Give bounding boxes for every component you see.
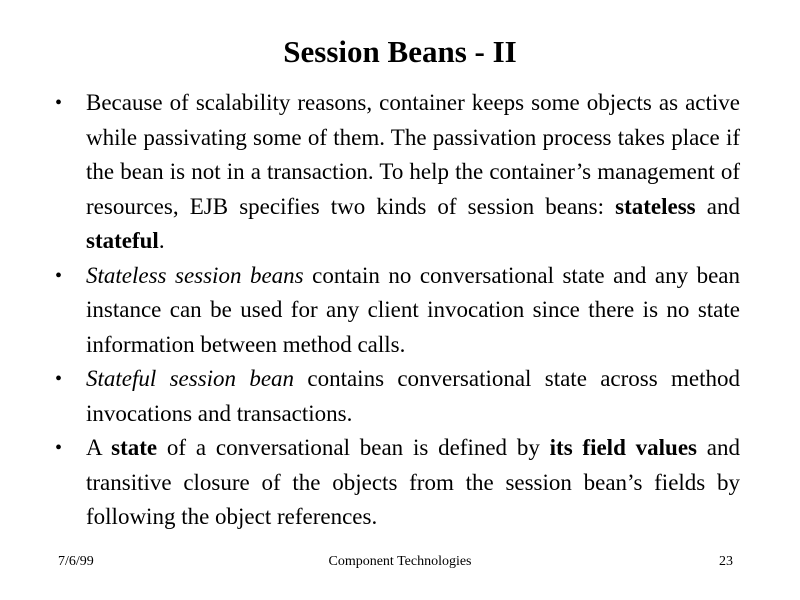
bullet-icon: • bbox=[55, 368, 63, 390]
bold-term: its field values bbox=[549, 435, 697, 460]
bullet-item bbox=[55, 362, 740, 431]
footer-title: Component Technologies bbox=[328, 554, 472, 569]
slide-title: Session Beans - II bbox=[283, 34, 517, 69]
page-number: 23 bbox=[719, 554, 733, 569]
bullet-item bbox=[55, 259, 740, 363]
bold-term: stateful bbox=[86, 228, 159, 253]
bullet-text: Because of scalability reasons, container keeps some objects as active while passivating some of them. The passivation process takes place if the bean is not in a transaction. To help the container’s management of resources, EJB specifies two kinds of session beans: bbox=[86, 90, 740, 219]
bullet-item bbox=[55, 431, 740, 535]
bullet-item bbox=[55, 86, 740, 259]
bullet-text: A bbox=[86, 435, 112, 460]
bullet-icon: • bbox=[55, 264, 63, 287]
footer-date: 7/6/99 bbox=[58, 554, 94, 569]
bullet-icon: • bbox=[55, 92, 63, 114]
bold-term: state bbox=[111, 435, 158, 460]
italic-term: Stateless session beans bbox=[86, 262, 304, 288]
bullet-text: . bbox=[158, 228, 165, 253]
italic-term: Stateful session bean bbox=[86, 366, 295, 391]
bullet-text: contain no conversational state and any bean instance can be used for any client invocation since there is no state information between method calls. bbox=[86, 262, 740, 357]
bullet-text: and transitive closure of the objects from the session bean’s fields by following the object references. bbox=[86, 435, 740, 529]
bullet-icon: • bbox=[55, 437, 63, 459]
bullet-text: contains conversational state across method invocations and transactions. bbox=[86, 366, 740, 426]
bold-term: stateless bbox=[615, 193, 696, 219]
bullet-text: and bbox=[695, 193, 740, 219]
bullet-list bbox=[55, 86, 740, 535]
bullet-text: of a conversational bean is defined by bbox=[157, 435, 550, 460]
